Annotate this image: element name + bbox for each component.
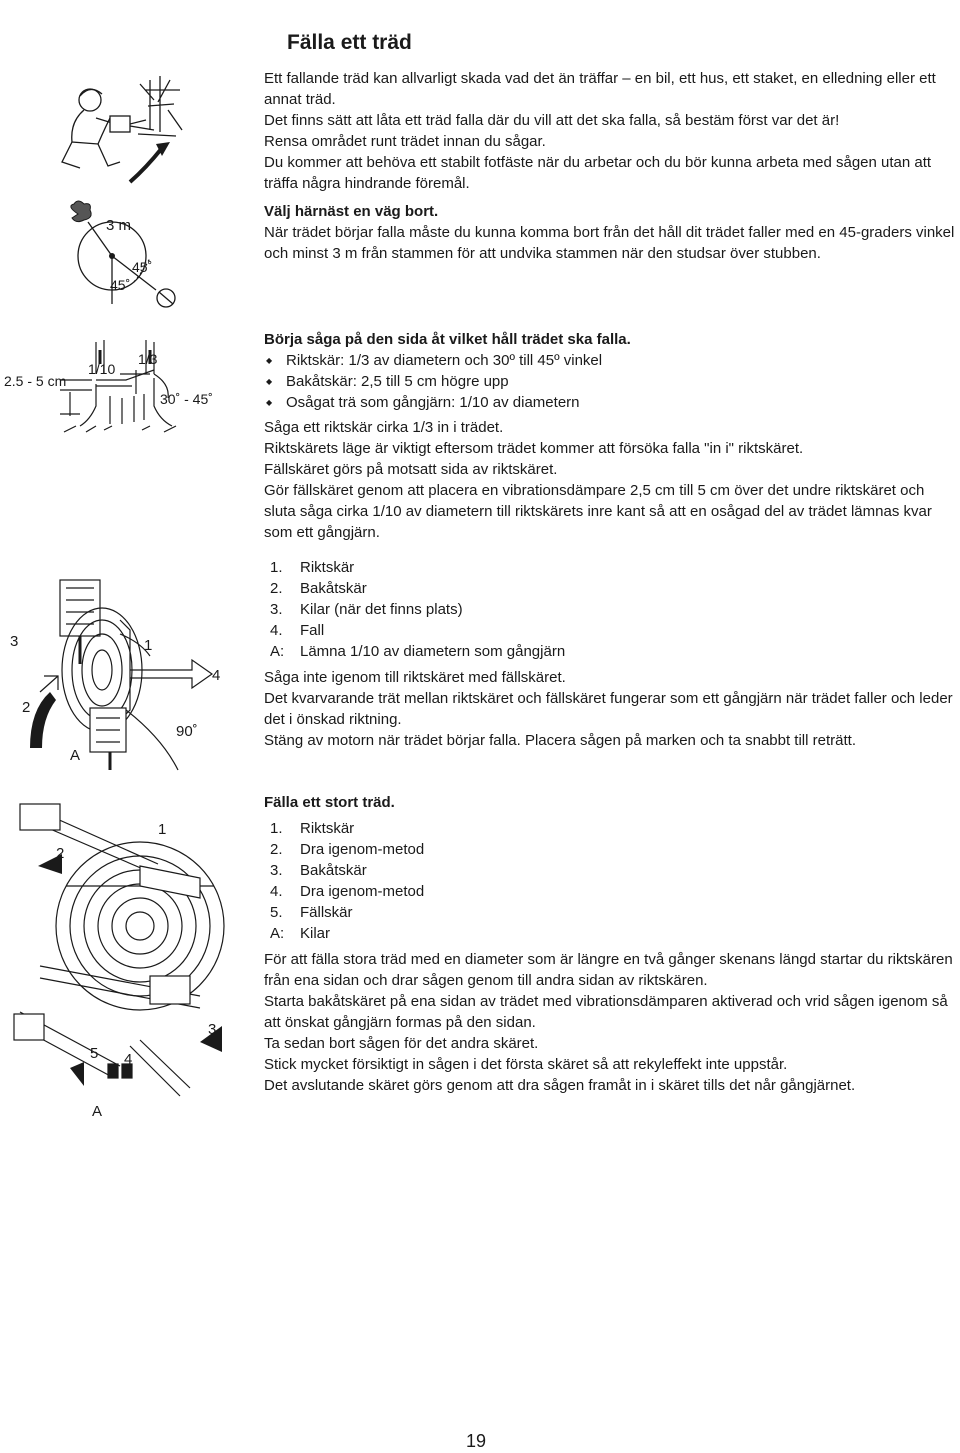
large-tree-heading: Fälla ett stort träd. — [264, 794, 395, 811]
large-tree-paragraph: För att fälla stora träd med en diameter som är längre en två gånger skenans längd startar du riktskären från ena sidan och drar sågen genom till andra sidan av riktskären. — [264, 951, 953, 989]
feller-illustration — [50, 70, 190, 185]
notch-depth-label: 1/3 — [138, 351, 158, 367]
large-tree-paragraph: Starta bakåtskäret på ena sidan av trädet med vibrationsdämparen aktiverad och vrid sågen igenom så att önskat gångjärn formas på den sidan. — [264, 993, 948, 1031]
steps-paragraph: Såga inte igenom till riktskäret med fällskäret. — [264, 669, 566, 686]
large-back-cut-label: 3 — [208, 1021, 217, 1038]
list-item — [264, 881, 960, 902]
intro-paragraph: Du kommer att behöva ett stabilt fotfäste när du arbetar och du bör kunna arbeta med sågen utan att träffa några hindrande föremål. — [264, 154, 932, 192]
list-text: Fall — [300, 622, 325, 639]
list-item: ◆ Osågat trä som gångjärn: 1/10 av diametern — [264, 392, 960, 413]
hinge-width-label: 1/10 — [88, 361, 116, 377]
list-item — [264, 578, 960, 599]
large-tree-section — [264, 792, 960, 1096]
steps-paragraph: Stäng av motorn när trädet börjar falla. Placera sågen på marken och ta snabbt till reträtt. — [264, 732, 856, 749]
intro-paragraph: Rensa området runt trädet innan du sågar. — [264, 133, 546, 150]
list-number: 4. — [270, 883, 283, 900]
list-item — [264, 641, 960, 662]
back-cut-label: 2 — [22, 699, 31, 716]
list-text: Kilar (när det finns plats) — [300, 601, 463, 618]
list-text: Bakåtskär — [300, 862, 367, 879]
cutting-paragraph: Gör fällskäret genom att placera en vibrationsdämpare 2,5 cm till 5 cm över det undre riktskäret och sluta såga cirka 1/10 av diametern till riktskärets inre kant så att en osågad del av trädet lämnas kvar som ett gångjärn. — [264, 482, 932, 541]
page-title: Fälla ett träd — [287, 31, 412, 54]
felling-cuts-diagram — [0, 560, 240, 790]
hinge-label: A — [70, 747, 81, 764]
escape-paragraph: När trädet börjar falla måste du kunna komma bort från det håll dit trädet faller med en 45-graders vinkel och minst 3 m från stammen för att undvika stammen när den studsar över stubben. — [264, 224, 955, 262]
steps-paragraph: Det kvarvarande trät mellan riktskäret och fällskäret fungerar som ett gångjärn när trädet faller och leder det i önskad riktning. — [264, 690, 953, 728]
list-text: Dra igenom-metod — [300, 883, 425, 900]
list-item — [264, 557, 960, 578]
list-text: Dra igenom-metod — [300, 841, 425, 858]
large-wedges-label: A — [92, 1103, 103, 1120]
large-notch-label: 1 — [158, 821, 167, 838]
fall-direction-label: 4 — [212, 667, 221, 684]
list-item: ◆ Bakåtskär: 2,5 till 5 cm högre upp — [264, 371, 960, 392]
cutting-section — [264, 329, 960, 543]
cutting-paragraph: Såga ett riktskär cirka 1/3 in i trädet. — [264, 419, 504, 436]
large-tree-paragraph: Stick mycket försiktigt in sågen i det första skäret så att rekyleffekt inte uppstår. — [264, 1056, 788, 1073]
large-tree-list — [264, 818, 960, 944]
list-text: Kilar — [300, 925, 331, 942]
list-number: 3. — [270, 862, 283, 879]
escape-route-diagram — [60, 200, 190, 315]
page-number: 19 — [466, 1431, 487, 1451]
cutting-paragraph: Fällskäret görs på motsatt sida av riktskäret. — [264, 461, 558, 478]
cutting-bullet-list — [264, 350, 960, 413]
hinge-height-label: 2.5 - 5 cm — [4, 373, 67, 389]
list-number: 5. — [270, 904, 283, 921]
list-text: Lämna 1/10 av diametern som gångjärn — [300, 643, 566, 660]
notch-diagram — [0, 334, 230, 444]
large-pull-through-2-label: 4 — [124, 1051, 133, 1068]
list-number: 2. — [270, 841, 283, 858]
large-tree-paragraph: Ta sedan bort sågen för det andra skäret. — [264, 1035, 539, 1052]
intro-section — [264, 68, 960, 194]
notch-cut-label: 1 — [144, 637, 153, 654]
escape-heading: Välj härnäst en väg bort. — [264, 203, 439, 220]
list-text: Fällskär — [300, 904, 353, 921]
steps-section — [264, 557, 960, 751]
escape-section — [264, 201, 960, 264]
list-text: Bakåtskär — [300, 580, 367, 597]
list-number: A: — [270, 643, 285, 660]
notch-angle-label: 30˚ - 45˚ — [160, 391, 213, 407]
list-item — [264, 923, 960, 944]
list-item — [264, 599, 960, 620]
right-angle-label: 90˚ — [176, 723, 198, 740]
list-number: 4. — [270, 622, 283, 639]
list-number: 1. — [270, 820, 283, 837]
list-item — [264, 860, 960, 881]
wedge-label: 3 — [10, 633, 19, 650]
list-item — [264, 620, 960, 641]
list-number: 2. — [270, 580, 283, 597]
list-item: ◆ Riktskär: 1/3 av diametern och 30º till 45º vinkel — [264, 350, 960, 371]
angle-label-right: 45˚ — [132, 259, 153, 275]
large-felling-cut-label: 5 — [90, 1045, 99, 1062]
list-item — [264, 839, 960, 860]
angle-label-bottom: 45˚ — [110, 277, 131, 293]
list-text: Riktskär — [300, 559, 355, 576]
list-text: Riktskär — [300, 820, 355, 837]
intro-paragraph: Ett fallande träd kan allvarligt skada vad det än träffar – en bil, ett hus, ett staket, en elledning eller ett annat träd. — [264, 70, 936, 108]
large-tree-diagram — [0, 796, 240, 1126]
list-item — [264, 818, 960, 839]
cutting-heading: Börja såga på den sida åt vilket håll trädet ska falla. — [264, 331, 631, 348]
list-number: 1. — [270, 559, 283, 576]
steps-list — [264, 557, 960, 662]
large-tree-paragraph: Det avslutande skäret görs genom att dra sågen framåt in i skäret tills det når gångjärnet. — [264, 1077, 856, 1094]
list-item — [264, 902, 960, 923]
large-pull-through-label: 2 — [56, 845, 65, 862]
distance-label: 3 m — [106, 217, 132, 234]
list-number: 3. — [270, 601, 283, 618]
list-number: A: — [270, 925, 285, 942]
cutting-paragraph: Riktskärets läge är viktigt eftersom trädet kommer att försöka falla "in i" riktskäret. — [264, 440, 804, 457]
intro-paragraph: Det finns sätt att låta ett träd falla där du vill att det ska falla, så bestäm först var det är! — [264, 112, 840, 129]
